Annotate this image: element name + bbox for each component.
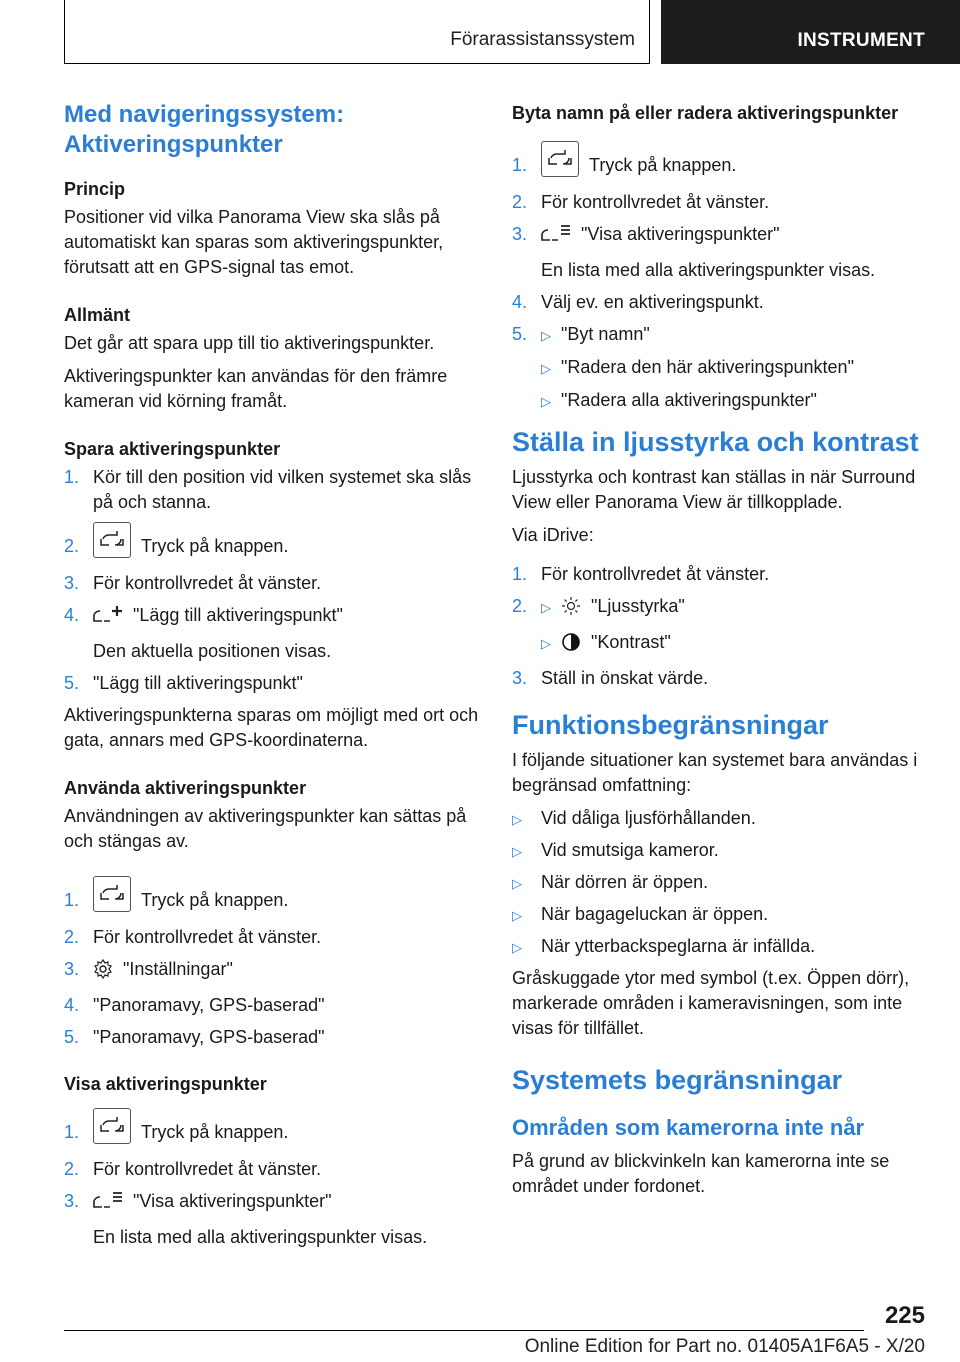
- triangle-bullet: ▷: [512, 940, 522, 955]
- list-item: ▷ När bagageluckan är öppen.: [512, 902, 932, 927]
- triangle-bullet: ▷: [541, 328, 551, 343]
- spara-steps: [64, 465, 482, 696]
- camera-add-icon: [93, 605, 123, 632]
- triangle-bullet: ▷: [541, 636, 551, 651]
- gear-icon: [93, 959, 113, 986]
- funk-text: I följande situationer kan systemet bara användas i begränsad omfattning:: [512, 750, 918, 795]
- funk-bullets: [512, 806, 932, 959]
- list-item: 1. Tryck på knappen.: [512, 141, 932, 183]
- left-column: [64, 100, 482, 1257]
- byta-steps: [512, 141, 932, 414]
- list-item: ▷ "Radera alla aktiveringspunkter": [512, 388, 932, 414]
- camera-button-icon: [93, 522, 131, 558]
- page-number: 225: [884, 1302, 925, 1329]
- section-title-ljusstyrka: Ställa in ljusstyrka och kontrast: [512, 427, 919, 457]
- list-item: 1. Tryck på knappen.: [64, 1108, 482, 1150]
- section-title-aktiveringspunkter: Med navigeringssystem: Aktiveringspunkter: [64, 101, 345, 158]
- triangle-bullet: ▷: [512, 844, 522, 859]
- camera-button-icon: [93, 876, 131, 912]
- header-section-title: Förarassistanssystem: [450, 29, 635, 50]
- list-item: ▷ "Radera den här aktiveringspunkten": [512, 355, 932, 381]
- list-item: 5. ▷ "Byt namn": [512, 322, 932, 348]
- header-chapter-title: INSTRUMENT: [797, 30, 925, 51]
- list-item: 1. Kör till den position vid vilken systemet ska slås på och stanna.: [64, 467, 472, 512]
- sun-icon: [561, 596, 581, 623]
- right-column: [512, 100, 932, 1207]
- list-item: 2. ▷ "Ljusstyrka": [512, 594, 932, 623]
- list-item: 2. För kontrollvredet åt vänster.: [64, 927, 322, 947]
- list-item: 4. "Lägg till aktiveringspunkt" Den aktuella positionen visas.: [64, 605, 343, 661]
- camera-button-icon: [93, 1108, 131, 1144]
- system-text: På grund av blickvinkeln kan kamerorna inte se området under fordonet.: [512, 1151, 890, 1196]
- list-item: ▷ När ytterbackspeglarna är infällda.: [512, 934, 932, 959]
- list-item: ▷ "Kontrast": [512, 630, 932, 659]
- list-item: 4. Välj ev. en aktiveringspunkt.: [512, 292, 764, 312]
- list-item: 2. Tryck på knappen.: [64, 522, 482, 564]
- list-item: 5. "Lägg till aktiveringspunkt": [64, 673, 303, 693]
- list-item: 1. För kontrollvredet åt vänster.: [512, 564, 770, 584]
- header-section-box: [64, 0, 650, 64]
- camera-button-icon: [541, 141, 579, 177]
- triangle-bullet: ▷: [541, 600, 551, 615]
- heading-anvanda: Använda aktiveringspunkter: [64, 778, 307, 798]
- camera-list-icon: [541, 224, 571, 251]
- anvanda-text: Användningen av aktiveringspunkter kan sättas på och stängas av.: [64, 806, 467, 851]
- heading-allmant: Allmänt: [64, 305, 131, 325]
- list-item: 3. "Visa aktiveringspunkter" En lista med alla aktiveringspunkter visas.: [512, 224, 876, 280]
- section-title-systemets-begransningar: Systemets begränsningar: [512, 1065, 843, 1095]
- list-item: 1. Tryck på knappen.: [64, 876, 482, 918]
- triangle-bullet: ▷: [512, 908, 522, 923]
- ljus-text-1: Ljusstyrka och kontrast kan ställas in när Surround View eller Panorama View är tillkopplade.: [512, 467, 916, 512]
- visa-steps: [64, 1108, 482, 1250]
- list-item: ▷ Vid dåliga ljusförhållanden.: [512, 806, 932, 831]
- princip-text: Positioner vid vilka Panorama View ska slås på automatiskt kan sparas som aktiveringspunkter, förutsatt att en GPS-signal tas emot.: [64, 207, 444, 277]
- list-item: 2. För kontrollvredet åt vänster.: [64, 1159, 322, 1179]
- list-item: 4. "Panoramavy, GPS-baserad": [64, 995, 325, 1015]
- section-title-funktionsbegransningar: Funktionsbegränsningar: [512, 710, 829, 740]
- list-item: 3. För kontrollvredet åt vänster.: [64, 573, 322, 593]
- footer-divider: [64, 1330, 864, 1331]
- heading-spara: Spara aktiveringspunkter: [64, 439, 281, 459]
- list-item: 2. För kontrollvredet åt vänster.: [512, 192, 770, 212]
- ljus-steps: [512, 562, 932, 691]
- heading-byta: Byta namn på eller radera aktiveringspunkter: [512, 103, 899, 123]
- list-item: 3. "Visa aktiveringspunkter" En lista med alla aktiveringspunkter visas.: [64, 1191, 428, 1247]
- spara-after-text: Aktiveringspunkterna sparas om möjligt med ort och gata, annars med GPS-koordinaterna.: [64, 705, 479, 750]
- list-item: ▷ Vid smutsiga kameror.: [512, 838, 932, 863]
- header-chapter-box: [661, 0, 960, 64]
- footer-edition: Online Edition for Part no. 01405A1F6A5 - X/20: [524, 1336, 925, 1357]
- camera-list-icon: [93, 1191, 123, 1218]
- list-item: ▷ När dörren är öppen.: [512, 870, 932, 895]
- heading-princip: Princip: [64, 179, 126, 199]
- list-item: 3. Ställ in önskat värde.: [512, 668, 709, 688]
- allmant-text-1: Det går att spara upp till tio aktiveringspunkter.: [64, 333, 435, 353]
- allmant-text-2: Aktiveringspunkter kan användas för den främre kameran vid körning framåt.: [64, 366, 448, 411]
- list-item: 5. "Panoramavy, GPS-baserad": [64, 1027, 325, 1047]
- triangle-bullet: ▷: [541, 361, 551, 376]
- funk-after-text: Gråskuggade ytor med symbol (t.ex. Öppen dörr), markerade områden i kameravisningen, som inte visas för tillfället.: [512, 968, 910, 1038]
- anvanda-steps: [64, 876, 482, 1050]
- subsection-title-omraden: Områden som kamerorna inte når: [512, 1115, 865, 1140]
- ljus-text-2: Via iDrive:: [512, 525, 594, 545]
- heading-visa: Visa aktiveringspunkter: [64, 1074, 267, 1094]
- contrast-icon: [561, 632, 581, 659]
- triangle-bullet: ▷: [512, 876, 522, 891]
- list-item: 3. "Inställningar": [64, 957, 482, 986]
- page-header: [0, 0, 960, 65]
- triangle-bullet: ▷: [541, 394, 551, 409]
- triangle-bullet: ▷: [512, 812, 522, 827]
